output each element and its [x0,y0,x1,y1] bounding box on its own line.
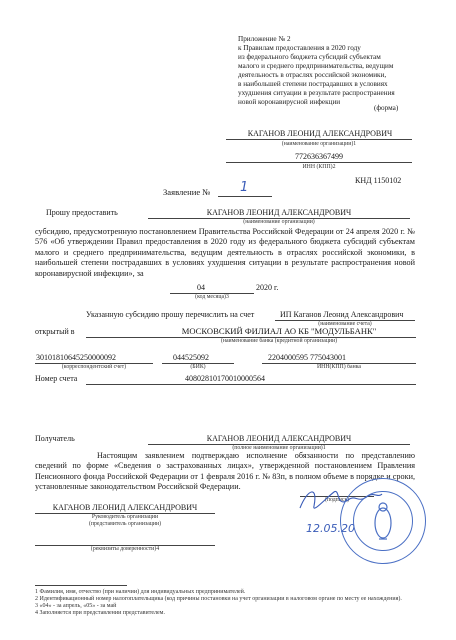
request-prefix: Прошу предоставить [46,208,118,217]
account-number-line [86,384,416,385]
account-label: Номер счета [35,374,78,383]
bik-caption: (БИК) [190,364,206,370]
bank-name: МОСКОВСКИЙ ФИЛИАЛ АО КБ "МОДУЛЬБАНК" [181,326,377,336]
footnote-2: 2 Идентификационный номер налогоплательщика (код причины постановки на учет организации в налоговом органе по месту ее нахождения). [35,596,402,602]
appendix-line-6: ухудшения ситуации в результате распространения [238,89,395,97]
request-org-caption: (наименование организации) [243,219,315,225]
appendix-line-2: из федерального бюджета субсидий субъектам [238,53,381,61]
bank-name-caption: (наименование банка (кредитной организации) [220,338,338,344]
request-year: 2020 г. [256,283,279,292]
application-title: Заявление № [163,187,211,197]
appendix-header [238,35,438,107]
transfer-prefix: Указанную субсидию прошу перечислить на счет [86,310,255,319]
request-month-caption: (код месяца)3 [195,294,229,300]
footnote-3: 3 «04» - за апрель, «05» - за май [35,603,117,609]
recipient-inn-caption: ИНН (КПП)2 [302,164,336,170]
appendix-line-4: деятельность в отраслях российской экономики, [238,71,387,79]
footnotes [35,589,425,617]
recipient-name-line [226,139,412,140]
recipient-inn: 772636367499 [295,152,343,161]
request-org-name: КАГАНОВ ЛЕОНИД АЛЕКСАНДРОВИЧ [206,208,352,217]
form-label: (форма) [374,104,399,112]
footnote-4: 4 Заполняется при представлении представителем. [35,610,165,616]
recipient-name: КАГАНОВ ЛЕОНИД АЛЕКСАНДРОВИЧ [247,129,393,138]
corr-account: 30101810645250000092 [36,353,116,362]
signatory-role-caption-2: (представитель организации) [88,521,162,527]
signatory-name: КАГАНОВ ЛЕОНИД АЛЕКСАНДРОВИЧ [52,503,198,512]
opened-label: открытый в [35,327,75,336]
account-holder: ИП Каганов Леонид Александрович [280,310,404,319]
application-number: 1 [240,180,249,195]
application-number-line [218,196,272,197]
bank-inn: 2204000595 775043001 [268,353,346,362]
knd-code: КНД 1150102 [355,176,402,185]
recipient-inn-line [226,162,412,163]
bik-value: 044525092 [173,353,209,362]
appendix-line-7: новой коронавирусной инфекции [238,98,341,106]
appendix-line-1: к Правилам предоставления в 2020 году [238,44,361,52]
poa-caption: (реквизиты доверенности)4 [90,546,160,552]
recipient-full-name-caption: (полное наименование организации)1 [232,445,326,451]
confirmation-text: Настоящим заявлением подтверждаю исполнение обязанности по представлению сведений по форме «Сведения о застрахованных лицах», утвержденной постановлением Правления Пенсионного фонда Российской Федерации от 1 февраля 2016 г. № 83п, в полном объеме в порядке и сроки, установленные законодательством Российской Федерации. [35,451,415,492]
account-number: 40802810170010000564 [185,374,265,383]
corr-account-caption: (корреспондентский счет) [61,364,127,370]
account-holder-caption: (наименование счета) [318,321,372,327]
organization-stamp [340,478,426,564]
footnote-separator [35,585,127,586]
handwritten-date: 12.05.20 [306,522,355,535]
bank-inn-caption: ИНН(КПП) банка [316,364,362,370]
request-month: 04 [197,283,205,292]
request-body: субсидию, предусмотренную постановлением Правительства Российской Федерации от 24 апреля 2020 г. № 576 «Об утверждении Правил предоставления в 2020 году из федерального бюджета субсидий субъектам малого и среднего предпринимательства, ведущим деятельность в отраслях российской экономики, в наибольшей степени пострадавших в условиях ухудшения ситуации в результате распространения новой коронавирусной инфекции», за [35,227,415,278]
recipient-full-name: КАГАНОВ ЛЕОНИД АЛЕКСАНДРОВИЧ [206,434,352,443]
signatory-role-caption-1: Руководитель организации [91,514,159,520]
stamp-bird-icon [369,499,397,543]
appendix-line-5: в наибольшей степени пострадавших в условиях [238,80,388,88]
appendix-title: Приложение № 2 [238,35,291,43]
footnote-1: 1 Фамилия, имя, отчество (при наличии) для индивидуальных предпринимателей. [35,589,246,595]
recipient-name-caption: (наименование организации)1 [281,141,357,147]
appendix-line-3: малого и среднего предпринимательства, ведущим [238,62,394,70]
recipient-label: Получатель [35,434,75,443]
signature-caption: (подпись) [324,497,350,503]
